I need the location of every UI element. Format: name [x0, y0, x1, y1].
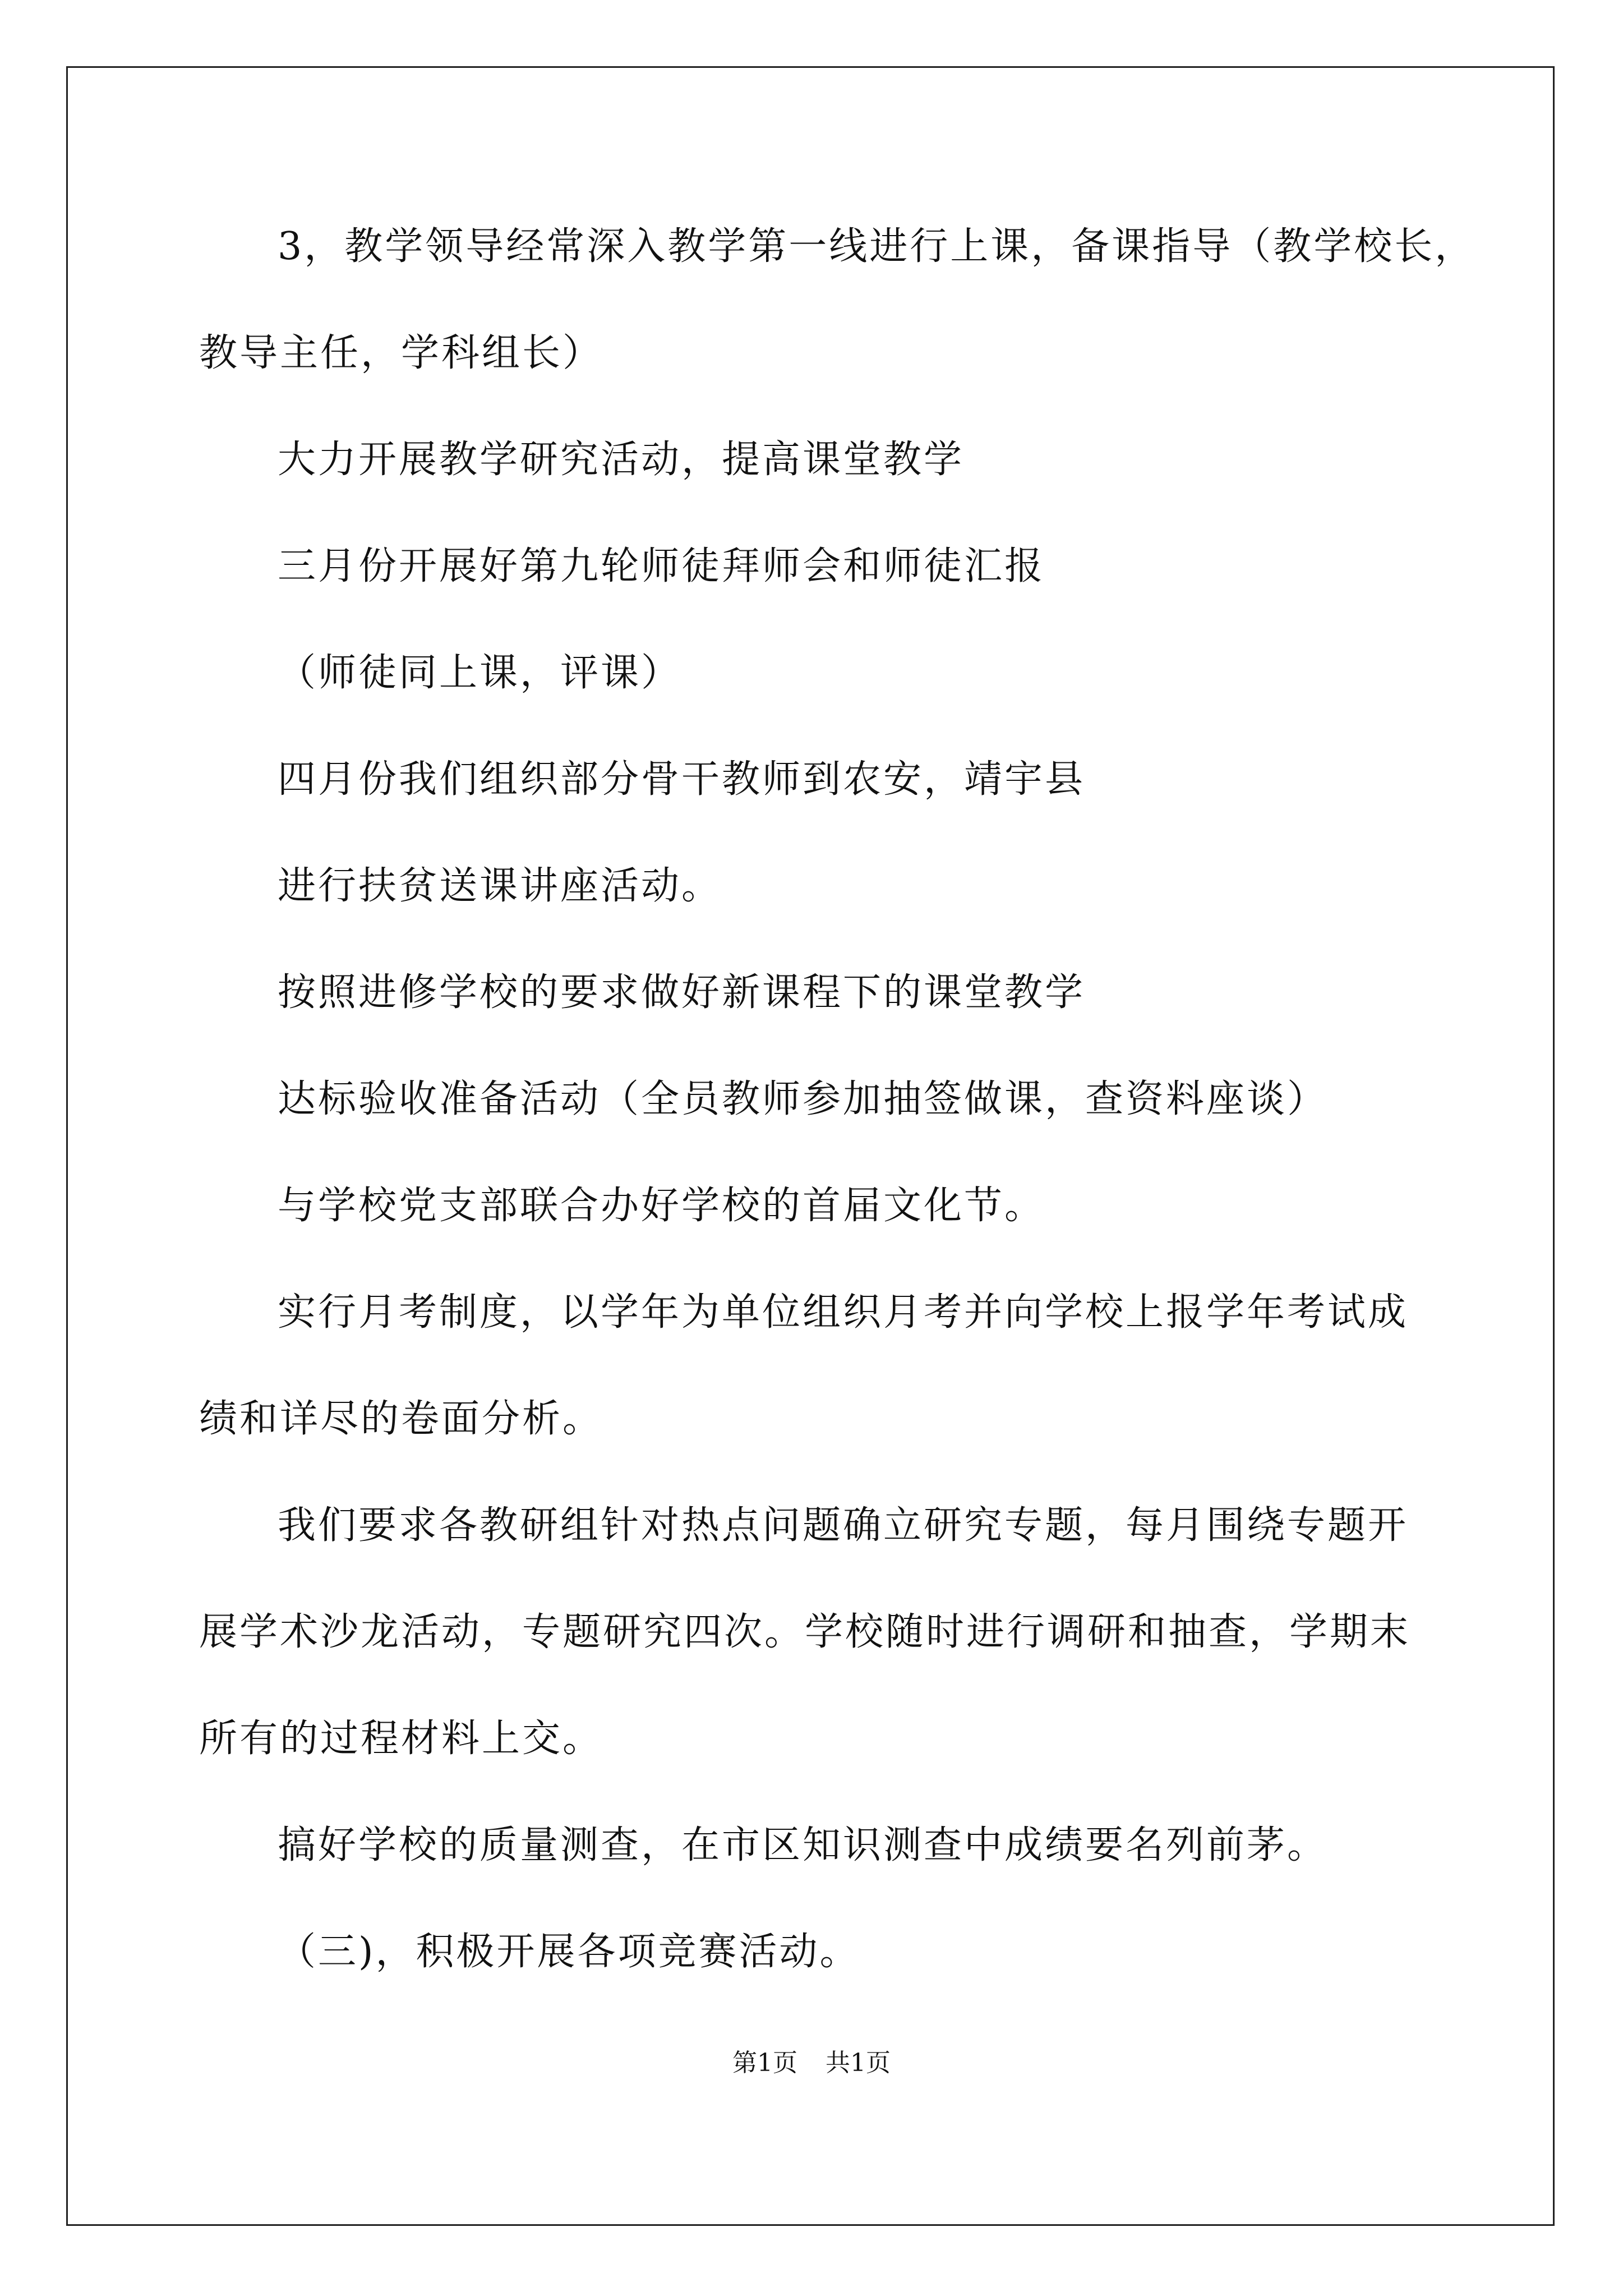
text-line: （师徒同上课，评课） [278, 651, 682, 695]
text-line: 大力开展教学研究活动，提高课堂教学 [278, 438, 965, 482]
text-line: 搞好学校的质量测查，在市区知识测查中成绩要名列前茅。 [278, 1823, 1328, 1867]
page-footer [0, 2047, 1623, 2079]
text-line: 按照进修学校的要求做好新课程下的课堂教学 [278, 970, 1086, 1015]
page-number: 第1页 [732, 2049, 797, 2077]
text-line: 与学校党支部联合办好学校的首届文化节。 [278, 1184, 1045, 1228]
text-line: 展学术沙龙活动，专题研究四次。学校随时进行调研和抽查，学期末 [199, 1610, 1411, 1654]
page-total: 共1页 [826, 2049, 891, 2077]
text-line: 达标验收准备活动（全员教师参加抽签做课，查资料座谈） [278, 1077, 1328, 1121]
text-line: 三月份开展好第九轮师徒拜师会和师徒汇报 [278, 544, 1045, 588]
text-line: 四月份我们组织部分骨干教师到农安，靖宇县 [278, 757, 1086, 802]
page-border [66, 66, 1555, 2226]
text-line: 实行月考制度，以学年为单位组织月考并向学校上报学年考试成 [278, 1290, 1409, 1335]
text-line: 教导主任，学科组长） [199, 331, 603, 375]
text-line: 3，教学领导经常深入教学第一线进行上课，备课指导（教学校长， [278, 224, 1476, 269]
text-line: （三)，积极开展各项竞赛活动。 [278, 1930, 860, 1974]
text-line: 进行扶贫送课讲座活动。 [278, 864, 722, 908]
text-line: 绩和详尽的卷面分析。 [199, 1397, 603, 1441]
text-line: 所有的过程材料上交。 [199, 1717, 603, 1761]
text-line: 我们要求各教研组针对热点问题确立研究专题，每月围绕专题开 [278, 1503, 1409, 1548]
